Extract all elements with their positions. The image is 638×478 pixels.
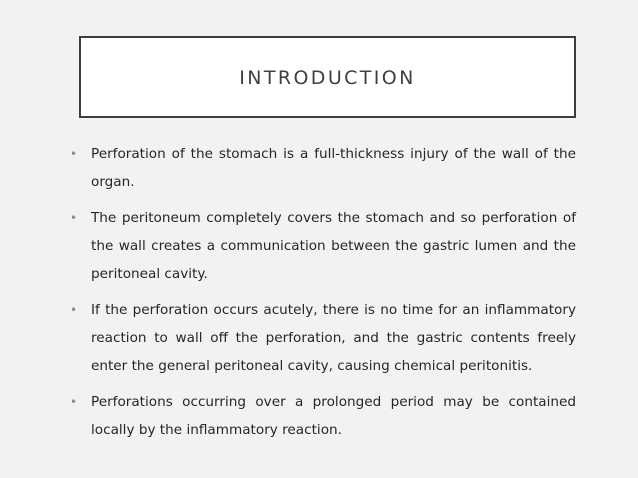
bullet-item xyxy=(70,204,576,288)
bullet-text: Perforations occurring over a prolonged period may be contained locally by the inflammatory reaction. xyxy=(91,394,576,438)
bullet-marker-icon: • xyxy=(70,303,78,317)
title-box xyxy=(79,36,576,118)
slide-title: INTRODUCTION xyxy=(239,67,416,89)
bullet-marker-icon: • xyxy=(70,395,78,409)
bullet-text: Perforation of the stomach is a full-thickness injury of the wall of the organ. xyxy=(91,146,576,190)
bullet-marker-icon: • xyxy=(70,147,78,161)
bullet-text: If the perforation occurs acutely, there is no time for an inflammatory reaction to wall off the perforation, and the gastric contents freely enter the general peritoneal cavity, causing chemical peritonitis. xyxy=(91,302,576,374)
bullet-list xyxy=(70,140,576,452)
bullet-item xyxy=(70,388,576,444)
bullet-text: The peritoneum completely covers the stomach and so perforation of the wall creates a communication between the gastric lumen and the peritoneal cavity. xyxy=(91,210,576,282)
bullet-item xyxy=(70,296,576,380)
bullet-item xyxy=(70,140,576,196)
bullet-marker-icon: • xyxy=(70,211,78,225)
